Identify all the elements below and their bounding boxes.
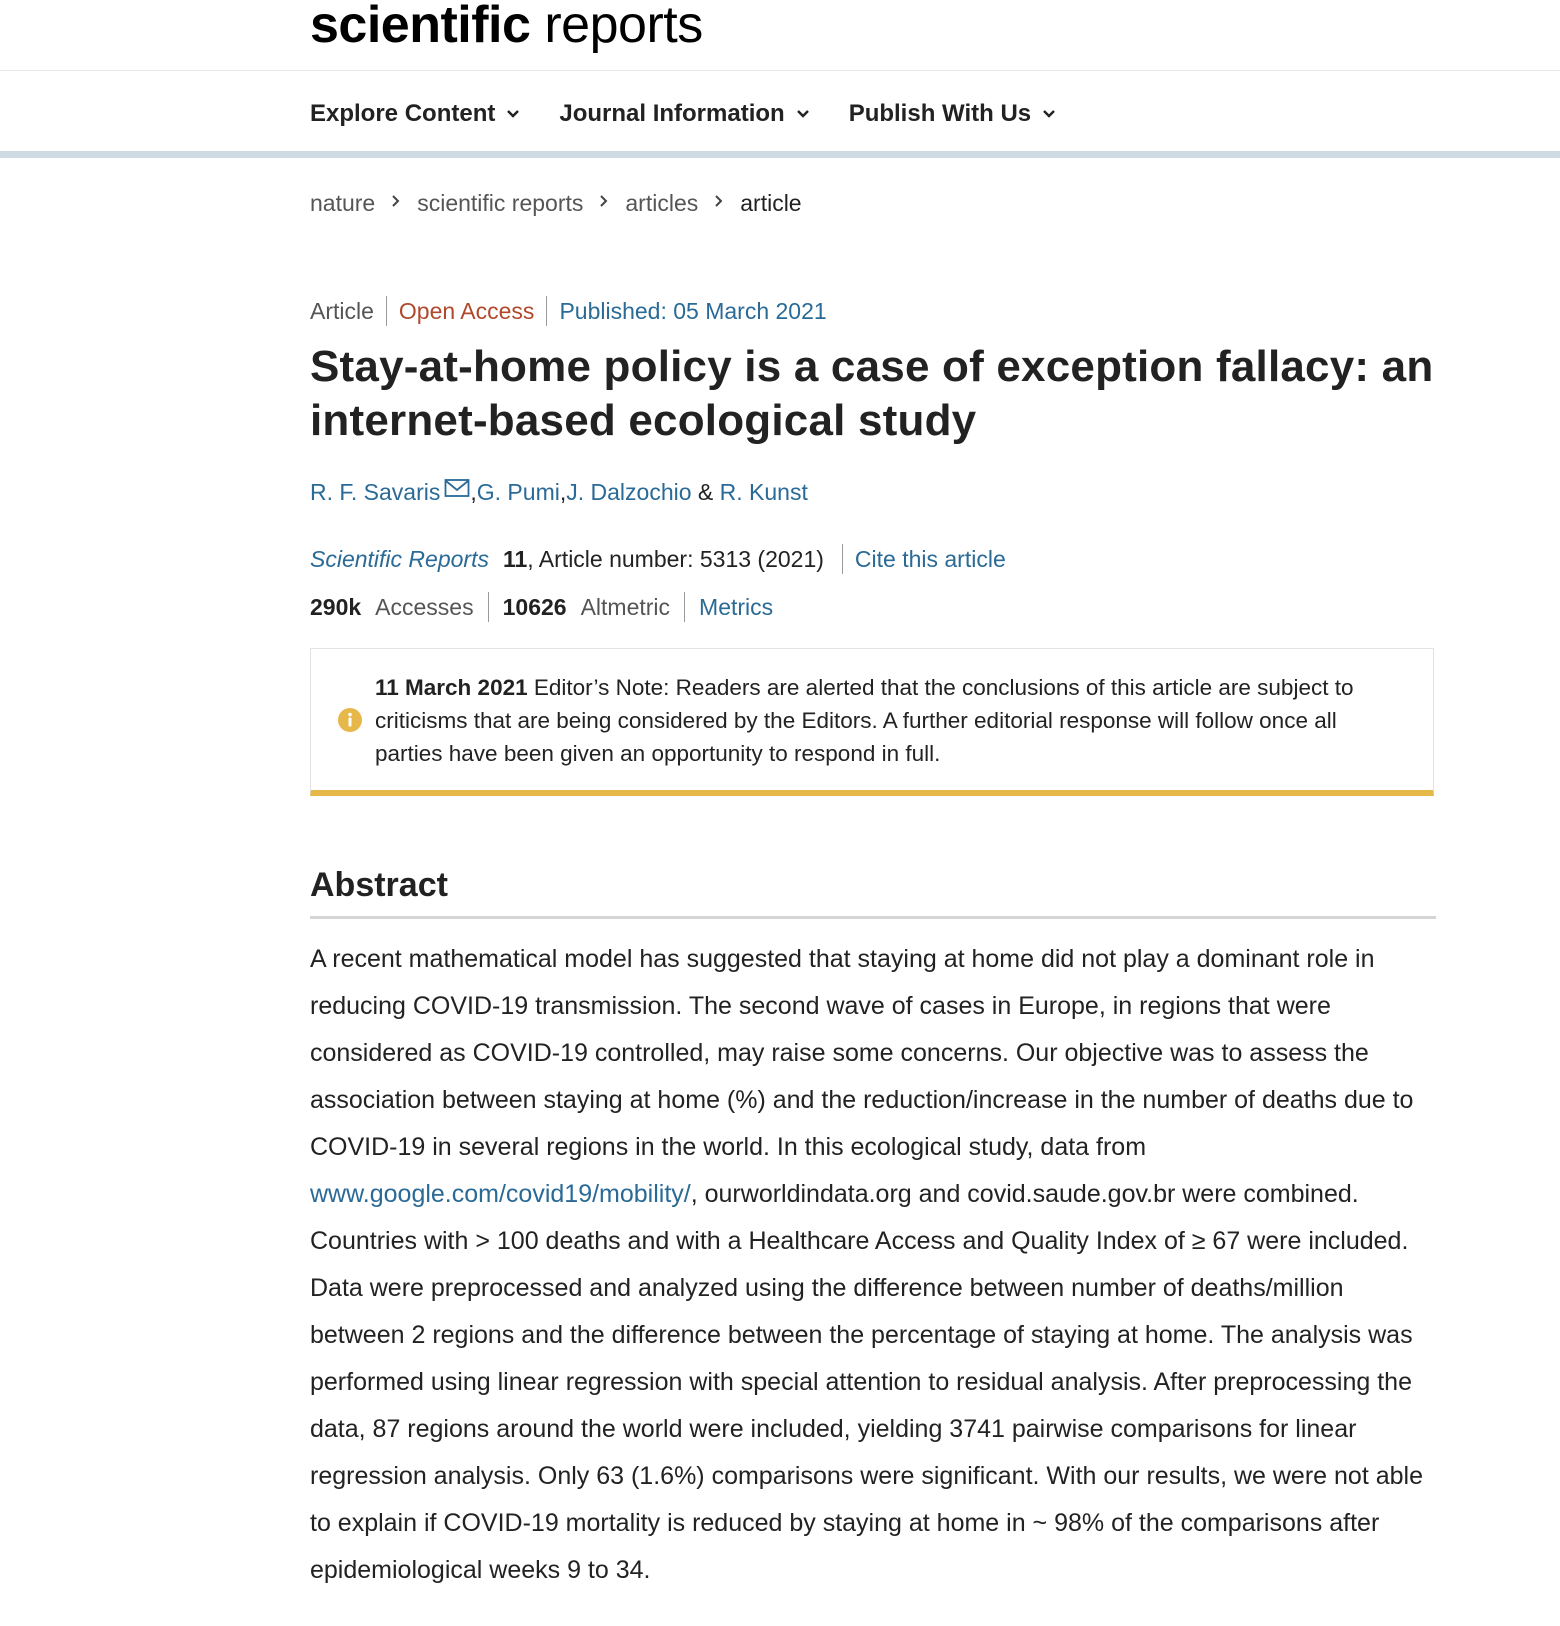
author-link[interactable]: R. F. Savaris <box>310 478 441 505</box>
published-date: Published: 05 March 2021 <box>546 296 838 326</box>
nav-divider <box>0 151 1560 158</box>
editors-note-banner <box>310 648 1434 796</box>
author-separator: , <box>470 478 477 505</box>
nav-explore-content[interactable] <box>310 94 521 134</box>
chevron-down-icon <box>1041 106 1057 122</box>
chevron-right-icon <box>597 194 611 208</box>
accesses-metric <box>310 592 488 622</box>
cite-this-article-link[interactable]: Cite this article <box>842 544 1006 574</box>
metrics-bar <box>310 592 787 622</box>
header-divider <box>0 70 1560 71</box>
breadcrumb-item-article: article <box>740 190 802 216</box>
nav-label: Publish With Us <box>848 100 1032 127</box>
abstract-divider <box>310 916 1436 919</box>
abstract-heading: Abstract <box>310 866 448 904</box>
nav-label: Journal Information <box>559 100 785 127</box>
logo-light-text: reports <box>530 0 703 54</box>
author-link[interactable]: G. Pumi <box>476 478 560 505</box>
info-icon <box>337 707 363 733</box>
chevron-right-icon <box>389 194 403 208</box>
article-type: Article <box>310 298 374 324</box>
google-mobility-link[interactable]: www.google.com/covid19/mobility/ <box>310 1180 691 1208</box>
altmetric-metric <box>488 592 684 622</box>
journal-volume: 11 <box>502 545 528 572</box>
abstract-part-2: , ourworldindata.org and covid.saude.gov.br were combined. Countries with > 100 deaths and with a Healthcare Access and Quality Index of ≥ 67 were included. Data were preprocessed and analyzed using the difference between number of deaths/million between 2 regions and the difference between the percentage of staying at home. The analysis was performed using linear regression with special attention to residual analysis. After preprocessing the data, 87 regions around the world were included, yielding 3741 pairwise comparisons for linear regression analysis. Only 63 (1.6%) comparisons were significant. With our results, we were not able to explain if COVID-19 mortality is reduced by staying at home in ~ 98% of the comparisons after epidemiological weeks 9 to 34. <box>310 1180 1423 1584</box>
breadcrumb-item-scientific-reports[interactable]: scientific reports <box>417 190 584 216</box>
nav-publish-with-us[interactable] <box>849 94 1057 134</box>
mail-icon[interactable] <box>444 478 470 498</box>
altmetric-label: Altmetric <box>580 594 671 620</box>
author-list <box>310 478 808 506</box>
article-title: Stay-at-home policy is a case of exception fallacy: an internet-based ecological study <box>310 342 1434 445</box>
editors-note-body: Editor’s Note: Readers are alerted that the conclusions of this article are subject to criticisms that are being considered by the Editors. A further editorial response will follow once all parties have been given an opportunity to respond in full. <box>375 675 1354 766</box>
article-meta <box>310 296 839 326</box>
breadcrumb-item-nature[interactable]: nature <box>310 190 376 216</box>
author-link[interactable]: J. Dalzochio <box>566 478 692 505</box>
journal-name-link[interactable]: Scientific Reports <box>310 545 489 572</box>
metrics-link[interactable]: Metrics <box>699 594 774 620</box>
abstract-part-1: A recent mathematical model has suggested that staying at home did not play a dominant role in reducing COVID-19 transmission. The second wave of cases in Europe, in regions that were considered as COVID-19 controlled, may raise some concerns. Our objective was to assess the association between staying at home (%) and the reduction/increase in the number of deaths due to COVID-19 in several regions in the world. In this ecological study, data from <box>310 945 1414 1161</box>
accesses-label: Accesses <box>375 594 474 620</box>
nav-journal-information[interactable] <box>559 94 810 134</box>
editors-note-date: 11 March 2021 <box>375 675 528 700</box>
abstract-text <box>310 936 1436 1594</box>
logo-bold-text: scientific <box>310 0 531 54</box>
nav-label: Explore Content <box>310 100 496 127</box>
author-separator: & <box>691 478 720 505</box>
citation-line <box>310 544 1006 574</box>
breadcrumb-item-articles[interactable]: articles <box>625 190 699 216</box>
metrics-segment <box>684 592 787 622</box>
altmetric-value: 10626 <box>502 594 567 620</box>
open-access-badge: Open Access <box>386 296 547 326</box>
breadcrumb <box>310 190 802 217</box>
main-nav <box>310 94 1057 134</box>
accesses-value: 290k <box>310 594 362 620</box>
chevron-down-icon <box>505 106 521 122</box>
editors-note-text <box>375 671 1405 770</box>
journal-logo[interactable] <box>310 0 703 70</box>
author-link[interactable]: R. Kunst <box>719 478 808 505</box>
author-separator: , <box>559 478 567 505</box>
chevron-down-icon <box>795 106 811 122</box>
chevron-right-icon <box>712 194 726 208</box>
article-number: , Article number: 5313 (2021) <box>527 545 824 572</box>
